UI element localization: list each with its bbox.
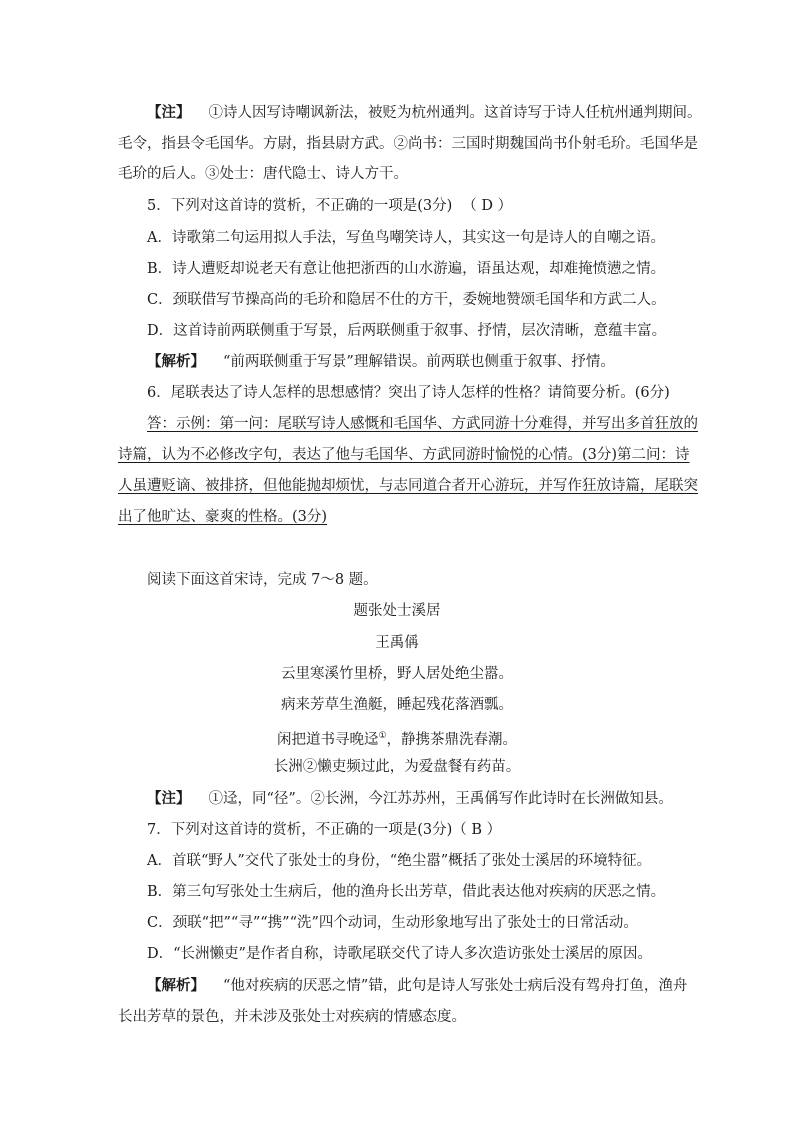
question-5-stem — [147, 196, 512, 216]
note-text: ①诗人因写诗嘲讽新法，被贬为杭州通判。这首诗写于诗人任杭州通判期间。 — [208, 105, 702, 121]
poem-line-3-part-1: 闲把道书寻晚迳 — [276, 732, 379, 748]
question-5-answer: （ D ） — [462, 198, 513, 214]
note-label: 【注】 — [147, 104, 191, 121]
note-line-1 — [147, 103, 702, 123]
answer-6-line-3: 人虽遭贬谪、被排挤，但他能抛却烦忧，与志同道合者开心游玩，并写作狂放诗篇，尾联突 — [118, 478, 698, 494]
poem-line-4: 长洲②懒吏频过此，为爱盘餐有药苗。 — [273, 759, 521, 775]
question-7-text: 7．下列对这首诗的赏析，不正确的一项是(3分) — [147, 822, 453, 838]
analysis-text: “前两联侧重于写景”理解错误。前两联也侧重于叙事、抒情。 — [223, 354, 615, 370]
answer-6-line-4: 出了他旷达、豪爽的性格。(3分) — [118, 509, 328, 525]
poem-author: 王禹偁 — [375, 635, 419, 651]
option-5d: D．这首诗前两联侧重于写景，后两联侧重于叙事、抒情，层次清晰，意蕴丰富。 — [147, 323, 667, 339]
question-7-stem — [147, 820, 501, 840]
answer-6-line-1: 答：示例：第一问：尾联写诗人感慨和毛国华、方武同游十分难得，并写出多首狂放的 — [147, 416, 698, 432]
poem-line-3-part-2: ，静携茶鼎洗春潮。 — [386, 732, 518, 748]
option-7d: D．“长洲懒吏”是作者自称，诗歌尾联交代了诗人多次造访张处士溪居的原因。 — [147, 946, 652, 962]
footnote-mark: ① — [378, 731, 387, 741]
note-line-3: 毛玠的后人。③处士：唐代隐士、诗人方干。 — [118, 166, 408, 182]
question-7-answer: （ B ） — [452, 822, 502, 838]
analysis-5 — [147, 352, 615, 372]
note-label: 【注】 — [147, 790, 191, 807]
option-5a: A．诗歌第二句运用拟人手法，写鱼鸟嘲笑诗人，其实这一句是诗人的自嘲之语。 — [147, 230, 665, 246]
analysis-label: 【解析】 — [147, 353, 205, 370]
option-5b: B．诗人遭贬却说老天有意让他把浙西的山水游遍，语虽达观，却难掩愤懑之情。 — [147, 261, 666, 277]
answer-6-line-2: 诗篇，认为不必修改字句，表达了他与毛国华、方武同游时愉悦的心情。(3分)第二问：诗 — [118, 447, 690, 463]
poem-line-3 — [0, 726, 794, 750]
reading-intro: 阅读下面这首宋诗，完成 7～8 题。 — [147, 572, 378, 588]
note-text: ①迳，同“径”。②长洲，今江苏苏州，王禹偁写作此诗时在长洲做知县。 — [208, 791, 673, 807]
poem-note — [147, 789, 673, 809]
question-6-stem: 6．尾联表达了诗人怎样的思想感情？突出了诗人怎样的性格？请简要分析。(6分) — [147, 385, 670, 401]
option-5c: C．颈联借写节操高尚的毛玠和隐居不仕的方干，委婉地赞颂毛国华和方武二人。 — [147, 292, 666, 308]
poem-line-2: 病来芳草生渔艇，睡起残花落酒瓢。 — [281, 697, 513, 713]
analysis-text: “他对疾病的厌恶之情”错，此句是诗人写张处士病后没有驾舟打鱼，渔舟 — [223, 978, 688, 994]
analysis-7-line-1 — [147, 976, 687, 996]
option-7c: C．颈联“把”“寻”“携”“洗”四个动词，生动形象地写出了张处士的日常活动。 — [147, 915, 638, 931]
note-line-2: 毛令，指县令毛国华。方尉，指县尉方武。②尚书：三国时期魏国尚书仆射毛玠。毛国华是 — [118, 136, 698, 152]
question-5-text: 5．下列对这首诗的赏析，不正确的一项是(3分) — [147, 198, 453, 214]
analysis-label: 【解析】 — [147, 977, 205, 994]
option-7b: B．第三句写张处士生病后，他的渔舟长出芳草，借此表达他对疾病的厌恶之情。 — [147, 884, 666, 900]
poem-title: 题张处士溪居 — [353, 603, 441, 619]
analysis-7-line-2: 长出芳草的景色，并未涉及张处士对疾病的情感态度。 — [118, 1009, 466, 1025]
option-7a: A．首联“野人”交代了张处士的身份，“绝尘嚣”概括了张处士溪居的环境特征。 — [147, 853, 652, 869]
poem-line-1: 云里寒溪竹里桥，野人居处绝尘嚣。 — [281, 666, 513, 682]
